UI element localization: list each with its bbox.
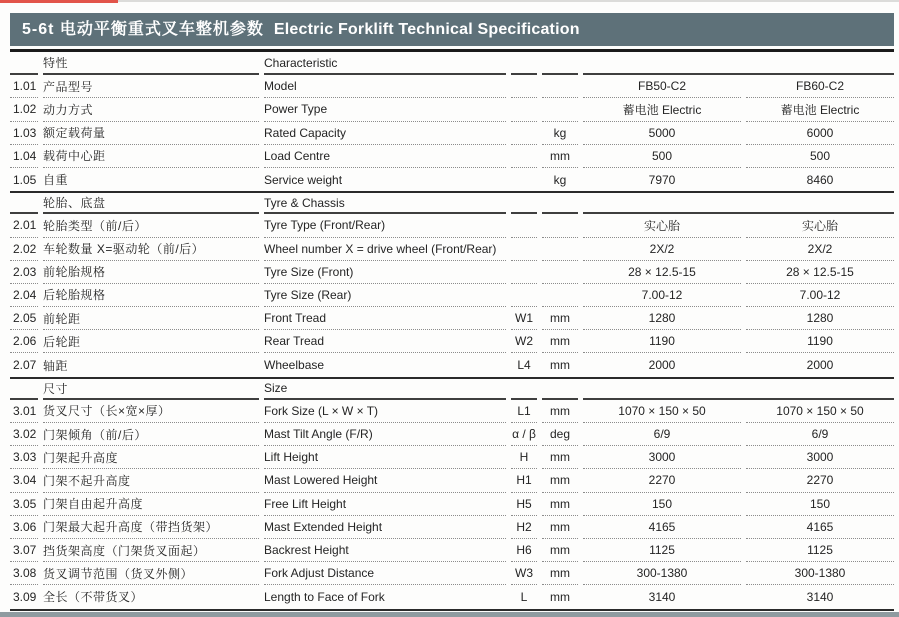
row-number: 2.04: [10, 284, 38, 307]
symbol: [511, 122, 537, 145]
value-fb60: 1070 × 150 × 50: [746, 400, 894, 423]
name-en: Wheelbase: [264, 358, 325, 373]
section-number-spacer: [10, 379, 38, 400]
section-title-en: Size: [264, 379, 506, 400]
symbol: W3: [511, 562, 537, 585]
value-fb50: 1070 × 150 × 50: [583, 400, 741, 423]
name-en: Wheel number X = drive wheel (Front/Rear): [264, 238, 506, 261]
unit: mm: [550, 358, 570, 373]
section-number-spacer: [10, 193, 38, 214]
row-number: 3.06: [10, 516, 38, 539]
name-en: Free Lift Height: [264, 493, 506, 516]
symbol: L: [520, 589, 528, 604]
name-en: Tyre Size (Rear): [264, 284, 506, 307]
value-fb60: 150: [746, 493, 894, 516]
section-number-spacer: [10, 52, 38, 75]
value-fb50: 5000: [583, 122, 741, 145]
name-en: Mast Extended Height: [264, 516, 506, 539]
spec-row: [10, 516, 894, 539]
value-fb60: 1125: [746, 539, 894, 562]
value-fb60: 6/9: [746, 423, 894, 446]
value-fb50: 1125: [583, 539, 741, 562]
row-number: 3.05: [10, 493, 38, 516]
symbol: H2: [511, 516, 537, 539]
value-fb50: 实心胎: [583, 214, 741, 237]
value-fb60: 蓄电池 Electric: [746, 98, 894, 121]
value-fb50: 2X/2: [583, 238, 741, 261]
name-zh: 轴距: [43, 358, 69, 373]
spec-row: [10, 562, 894, 585]
value-fb50: 2270: [583, 469, 741, 492]
symbol: W2: [511, 330, 537, 353]
section-symbol-spacer: [511, 52, 537, 75]
name-zh: 挡货架高度（门架货叉面起）: [43, 539, 259, 562]
title-english: Electric Forklift Technical Specification: [273, 21, 580, 38]
name-zh: 货叉尺寸（长×宽×厚）: [43, 400, 259, 423]
name-zh: 载荷中心距: [43, 145, 259, 168]
value-fb60: 2270: [746, 469, 894, 492]
row-number: 3.07: [10, 539, 38, 562]
row-number: 2.03: [10, 261, 38, 284]
value-fb60: FB60-C2: [746, 75, 894, 98]
value-fb50: 1190: [583, 330, 741, 353]
row-number: 2.07: [13, 358, 37, 373]
unit: mm: [542, 400, 578, 423]
spec-row: [10, 400, 894, 423]
unit: mm: [542, 145, 578, 168]
name-zh: 前轮距: [43, 307, 259, 330]
spec-row: [10, 145, 894, 168]
symbol: α / β: [511, 423, 537, 446]
row-number: 2.02: [10, 238, 38, 261]
value-fb50: 300-1380: [583, 562, 741, 585]
value-fb50: 2000: [648, 358, 676, 373]
value-fb50: 7970: [648, 172, 676, 187]
bottom-bar: [0, 612, 899, 617]
name-en: Mast Tilt Angle (F/R): [264, 423, 506, 446]
symbol: H: [511, 446, 537, 469]
spec-row: [10, 284, 894, 307]
unit: mm: [542, 469, 578, 492]
spec-table: [10, 49, 894, 611]
spec-row: [10, 98, 894, 121]
row-number: 3.03: [10, 446, 38, 469]
unit: mm: [542, 493, 578, 516]
name-zh: 后轮距: [43, 330, 259, 353]
name-zh: 产品型号: [43, 75, 259, 98]
unit: [542, 214, 578, 237]
section-title-zh: 轮胎、底盘: [43, 193, 259, 214]
spec-row: [10, 469, 894, 492]
value-fb50: FB50-C2: [583, 75, 741, 98]
name-en: Length to Face of Fork: [264, 589, 385, 604]
symbol: [511, 261, 537, 284]
unit: [542, 284, 578, 307]
spec-row: [10, 423, 894, 446]
spec-row: [10, 122, 894, 145]
value-fb60: 3140: [806, 589, 834, 604]
value-fb60: 300-1380: [746, 562, 894, 585]
name-en: Backrest Height: [264, 539, 506, 562]
symbol: [511, 75, 537, 98]
unit: mm: [542, 446, 578, 469]
value-fb60: 4165: [746, 516, 894, 539]
value-fb60: 1190: [746, 330, 894, 353]
section-values-spacer: [583, 52, 894, 75]
row-number: 3.02: [10, 423, 38, 446]
symbol: W1: [511, 307, 537, 330]
section-title-en: Tyre & Chassis: [264, 193, 506, 214]
spec-row: [10, 539, 894, 562]
symbol: H1: [511, 469, 537, 492]
unit: mm: [550, 589, 570, 604]
symbol: L1: [511, 400, 537, 423]
value-fb50: 蓄电池 Electric: [583, 98, 741, 121]
name-zh: 门架最大起升高度（带挡货架）: [43, 516, 259, 539]
value-fb50: 1280: [583, 307, 741, 330]
row-number: 1.03: [10, 122, 38, 145]
spec-row: [10, 493, 894, 516]
section-symbol-spacer: [511, 193, 537, 214]
spec-row: [10, 261, 894, 284]
row-number: 2.01: [10, 214, 38, 237]
symbol: H6: [511, 539, 537, 562]
page-top-rule: [0, 0, 899, 2]
name-en: Load Centre: [264, 145, 506, 168]
spec-row: [10, 168, 894, 191]
row-number: 1.02: [10, 98, 38, 121]
symbol: [511, 238, 537, 261]
symbol: [511, 168, 537, 191]
red-accent-line: [0, 0, 118, 3]
value-fb50: 500: [583, 145, 741, 168]
unit: kg: [542, 122, 578, 145]
spec-row: [10, 330, 894, 353]
value-fb60: 6000: [746, 122, 894, 145]
symbol: L4: [517, 358, 531, 373]
name-en: Front Tread: [264, 307, 506, 330]
unit: mm: [542, 539, 578, 562]
value-fb50: 6/9: [583, 423, 741, 446]
name-zh: 动力方式: [43, 98, 259, 121]
section-header-row: [10, 377, 894, 400]
section-symbol-spacer: [511, 379, 537, 400]
name-zh: 自重: [43, 173, 69, 188]
name-zh: 全长（不带货叉）: [43, 590, 144, 605]
unit: [542, 238, 578, 261]
unit: mm: [542, 307, 578, 330]
value-fb60: 500: [746, 145, 894, 168]
value-fb60: 3000: [746, 446, 894, 469]
row-number: 3.01: [10, 400, 38, 423]
section-header-row: [10, 191, 894, 214]
section-header-row: [10, 52, 894, 75]
symbol: H5: [511, 493, 537, 516]
name-en: Tyre Type (Front/Rear): [264, 214, 506, 237]
section-values-spacer: [583, 193, 894, 214]
spec-row: [10, 307, 894, 330]
value-fb50: 150: [583, 493, 741, 516]
section-title-en: Characteristic: [264, 52, 506, 75]
name-zh: 门架倾角（前/后）: [43, 423, 259, 446]
name-en: Mast Lowered Height: [264, 469, 506, 492]
row-number: 1.04: [10, 145, 38, 168]
name-en: Model: [264, 75, 506, 98]
title-chinese: 5-6t 电动平衡重式叉车整机参数: [22, 21, 264, 38]
section-title-zh: 尺寸: [43, 379, 259, 400]
name-zh: 货叉调节范围（货叉外侧）: [43, 562, 259, 585]
value-fb60: 实心胎: [746, 214, 894, 237]
name-en: Service weight: [264, 172, 343, 187]
value-fb50: 4165: [583, 516, 741, 539]
value-fb50: 7.00-12: [583, 284, 741, 307]
spec-row: [10, 353, 894, 376]
unit: [542, 261, 578, 284]
row-number: 2.05: [10, 307, 38, 330]
name-en: Fork Size (L × W × T): [264, 400, 506, 423]
unit: [542, 98, 578, 121]
spec-row: [10, 214, 894, 237]
spec-row: [10, 446, 894, 469]
name-en: Fork Adjust Distance: [264, 562, 506, 585]
value-fb50: 3000: [583, 446, 741, 469]
value-fb60: 2000: [806, 358, 834, 373]
value-fb60: 2X/2: [746, 238, 894, 261]
spec-row: [10, 238, 894, 261]
unit: kg: [553, 172, 567, 187]
name-en: Power Type: [264, 98, 506, 121]
value-fb50: 28 × 12.5-15: [583, 261, 741, 284]
symbol: [511, 98, 537, 121]
section-unit-spacer: [542, 52, 578, 75]
spec-row: [10, 75, 894, 98]
row-number: 3.09: [13, 589, 37, 604]
value-fb60: 7.00-12: [746, 284, 894, 307]
unit: mm: [542, 562, 578, 585]
name-en: Tyre Size (Front): [264, 261, 506, 284]
value-fb60: 8460: [806, 172, 834, 187]
name-zh: 轮胎类型（前/后）: [43, 214, 259, 237]
name-zh: 门架起升高度: [43, 446, 259, 469]
name-en: Lift Height: [264, 446, 506, 469]
name-zh: 门架自由起升高度: [43, 493, 259, 516]
section-values-spacer: [583, 379, 894, 400]
row-number: 3.04: [10, 469, 38, 492]
value-fb50: 3140: [648, 589, 676, 604]
spec-row: [10, 585, 894, 608]
section-unit-spacer: [542, 379, 578, 400]
name-zh: 后轮胎规格: [43, 284, 259, 307]
row-number: 3.08: [10, 562, 38, 585]
row-number: 1.05: [13, 172, 37, 187]
unit: mm: [542, 330, 578, 353]
value-fb60: 1280: [746, 307, 894, 330]
section-unit-spacer: [542, 193, 578, 214]
row-number: 1.01: [10, 75, 38, 98]
value-fb60: 28 × 12.5-15: [746, 261, 894, 284]
symbol: [511, 145, 537, 168]
row-number: 2.06: [10, 330, 38, 353]
section-title-zh: 特性: [43, 52, 259, 75]
title-bar: [10, 13, 894, 46]
name-zh: 额定载荷量: [43, 122, 259, 145]
name-zh: 前轮胎规格: [43, 261, 259, 284]
name-zh: 车轮数量 X=驱动轮（前/后）: [43, 238, 259, 261]
symbol: [511, 214, 537, 237]
name-en: Rated Capacity: [264, 122, 506, 145]
symbol: [511, 284, 537, 307]
name-en: Rear Tread: [264, 330, 506, 353]
unit: [542, 75, 578, 98]
name-zh: 门架不起升高度: [43, 469, 259, 492]
unit: mm: [542, 516, 578, 539]
unit: deg: [542, 423, 578, 446]
